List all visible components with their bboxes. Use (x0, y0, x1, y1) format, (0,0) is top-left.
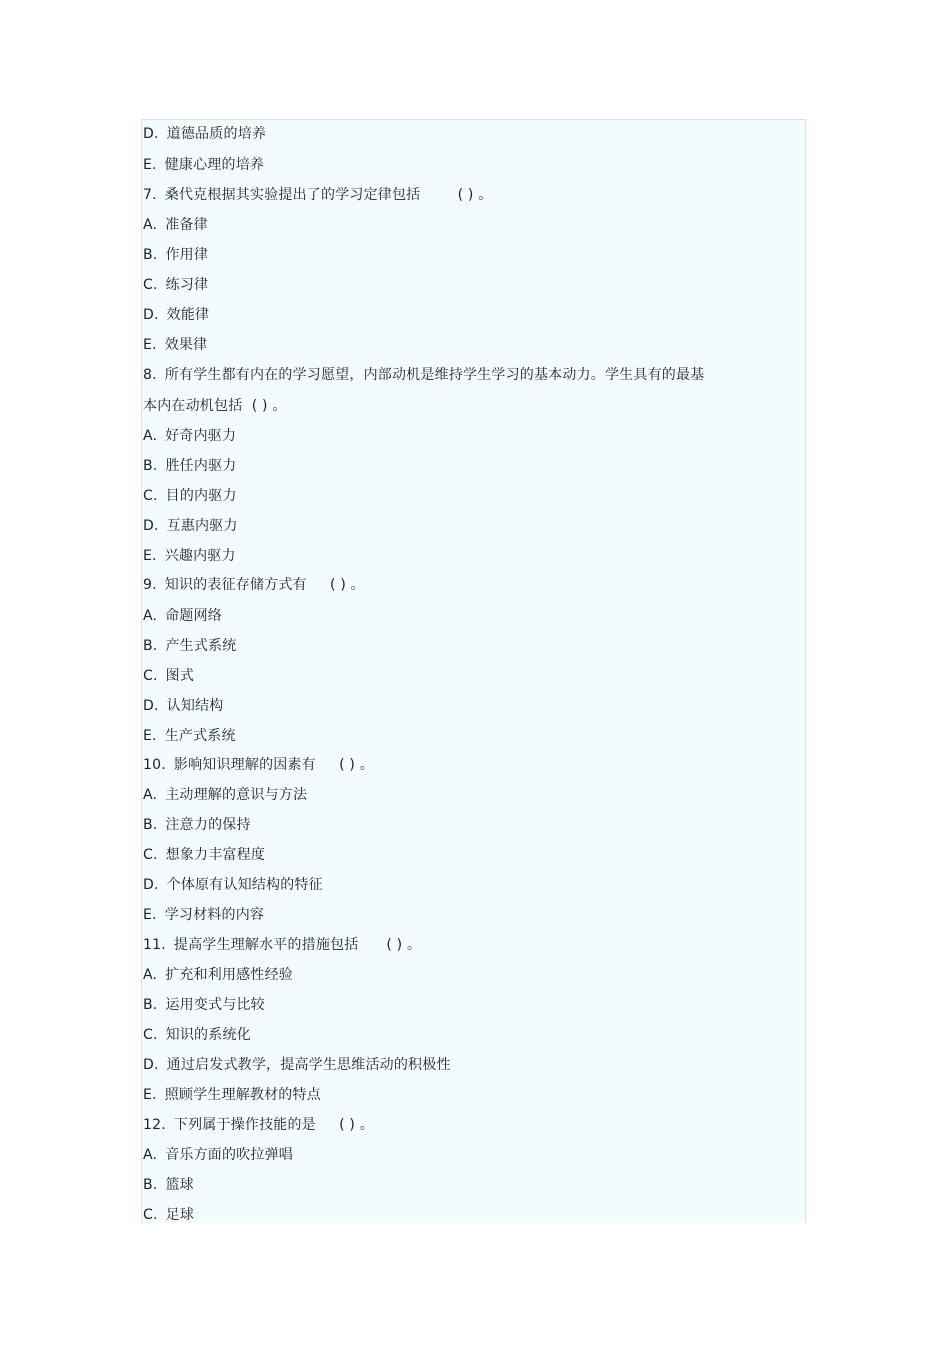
item-label: C. (143, 847, 158, 863)
item-label: A. (143, 608, 158, 624)
item-label: 10. (143, 757, 166, 773)
item-text: 好奇内驱力 (165, 428, 237, 444)
text-line (143, 876, 323, 894)
item-label: D. (143, 877, 159, 893)
item-label: A. (143, 787, 158, 803)
item-label: B. (143, 997, 158, 1013)
item-label: D. (143, 698, 159, 714)
item-text: 足球 (165, 1207, 195, 1223)
text-line (143, 936, 421, 954)
text-line (143, 1086, 321, 1104)
item-text: 注意力的保持 (165, 817, 251, 833)
item-label: E. (143, 728, 157, 744)
text-line (143, 996, 265, 1014)
item-text: 照顾学生理解教材的特点 (164, 1087, 321, 1103)
item-text: 提高学生理解水平的措施包括 ( ) 。 (173, 937, 422, 953)
text-line (143, 125, 266, 143)
item-text: 命题网络 (165, 608, 222, 624)
item-label: E. (143, 548, 157, 564)
item-text: 目的内驱力 (165, 488, 237, 504)
text-line (143, 756, 374, 774)
text-line (143, 637, 236, 655)
text-line (143, 727, 236, 745)
item-text: 道德品质的培养 (166, 126, 267, 142)
item-text: 准备律 (165, 217, 208, 233)
item-label: 7. (143, 187, 157, 203)
item-text: 通过启发式教学，提高学生思维活动的积极性 (166, 1057, 451, 1073)
item-text: 运用变式与比较 (165, 997, 265, 1013)
text-line (143, 607, 222, 625)
item-text: 认知结构 (166, 698, 224, 714)
item-text: 学习材料的内容 (164, 907, 265, 923)
item-label: 9. (143, 577, 157, 593)
item-label: E. (143, 157, 157, 173)
item-text: 想象力丰富程度 (165, 847, 266, 863)
item-text: 本内在动机包括 ( ) 。 (143, 398, 287, 414)
item-label: C. (143, 668, 158, 684)
item-label: D. (143, 518, 159, 534)
text-line (143, 1026, 251, 1044)
item-label: C. (143, 488, 158, 504)
item-text: 知识的系统化 (165, 1027, 251, 1043)
text-line (143, 427, 236, 445)
text-line (143, 216, 208, 234)
item-text: 音乐方面的吹拉弹唱 (165, 1147, 293, 1163)
item-text: 桑代克根据其实验提出了的学习定律包括 ( ) 。 (164, 187, 493, 203)
item-text: 知识的表征存储方式有 ( ) 。 (164, 577, 365, 593)
text-line (143, 457, 236, 475)
item-label: A. (143, 217, 158, 233)
text-line (143, 397, 287, 415)
item-text: 效果律 (164, 337, 208, 353)
item-label: B. (143, 638, 158, 654)
text-line (143, 816, 251, 834)
text-line (143, 1176, 194, 1194)
item-text: 图式 (165, 668, 195, 684)
item-label: 11. (143, 937, 166, 953)
item-label: B. (143, 458, 158, 474)
item-label: A. (143, 967, 158, 983)
item-label: A. (143, 1147, 158, 1163)
item-text: 作用律 (165, 247, 209, 263)
text-line (143, 276, 208, 294)
text-line (143, 786, 307, 804)
item-label: C. (143, 1207, 158, 1223)
item-label: D. (143, 1057, 159, 1073)
item-label: B. (143, 247, 158, 263)
item-text: 练习律 (165, 277, 209, 293)
item-label: 8. (143, 367, 157, 383)
text-line (143, 366, 704, 384)
text-line (143, 667, 194, 685)
item-text: 效能律 (166, 307, 210, 323)
item-label: A. (143, 428, 158, 444)
item-text: 健康心理的培养 (164, 157, 265, 173)
text-line (143, 1146, 293, 1164)
text-line (143, 517, 238, 535)
item-label: C. (143, 277, 158, 293)
text-line (143, 336, 207, 354)
item-label: 12. (143, 1117, 166, 1133)
item-label: B. (143, 817, 158, 833)
text-line (143, 697, 223, 715)
item-label: D. (143, 126, 159, 142)
item-text: 生产式系统 (164, 728, 236, 744)
item-text: 互惠内驱力 (166, 518, 238, 534)
text-line (143, 487, 237, 505)
item-text: 产生式系统 (165, 638, 237, 654)
item-text: 个体原有认知结构的特征 (166, 877, 323, 893)
text-line (143, 1206, 194, 1224)
text-line (143, 1056, 451, 1074)
text-line (143, 306, 209, 324)
item-text: 兴趣内驱力 (164, 548, 236, 564)
item-label: E. (143, 1087, 157, 1103)
text-line (143, 576, 365, 594)
item-text: 影响知识理解的因素有 ( ) 。 (173, 757, 374, 773)
text-line (143, 966, 293, 984)
item-label: B. (143, 1177, 158, 1193)
item-text: 所有学生都有内在的学习愿望，内部动机是维持学生学习的基本动力。学生具有的最基 (164, 367, 705, 383)
item-text: 下列属于操作技能的是 ( ) 。 (173, 1117, 374, 1133)
text-line (143, 846, 265, 864)
item-text: 篮球 (165, 1177, 194, 1193)
item-label: C. (143, 1027, 158, 1043)
item-label: E. (143, 907, 157, 923)
item-label: D. (143, 307, 159, 323)
text-line (143, 156, 264, 174)
item-label: E. (143, 337, 157, 353)
item-text: 胜任内驱力 (165, 458, 237, 474)
text-line (143, 246, 208, 264)
item-text: 扩充和利用感性经验 (165, 967, 293, 983)
text-line (143, 906, 264, 924)
item-text: 主动理解的意识与方法 (165, 787, 308, 803)
text-line (143, 1116, 374, 1134)
text-line (143, 186, 492, 204)
text-line (143, 547, 236, 565)
